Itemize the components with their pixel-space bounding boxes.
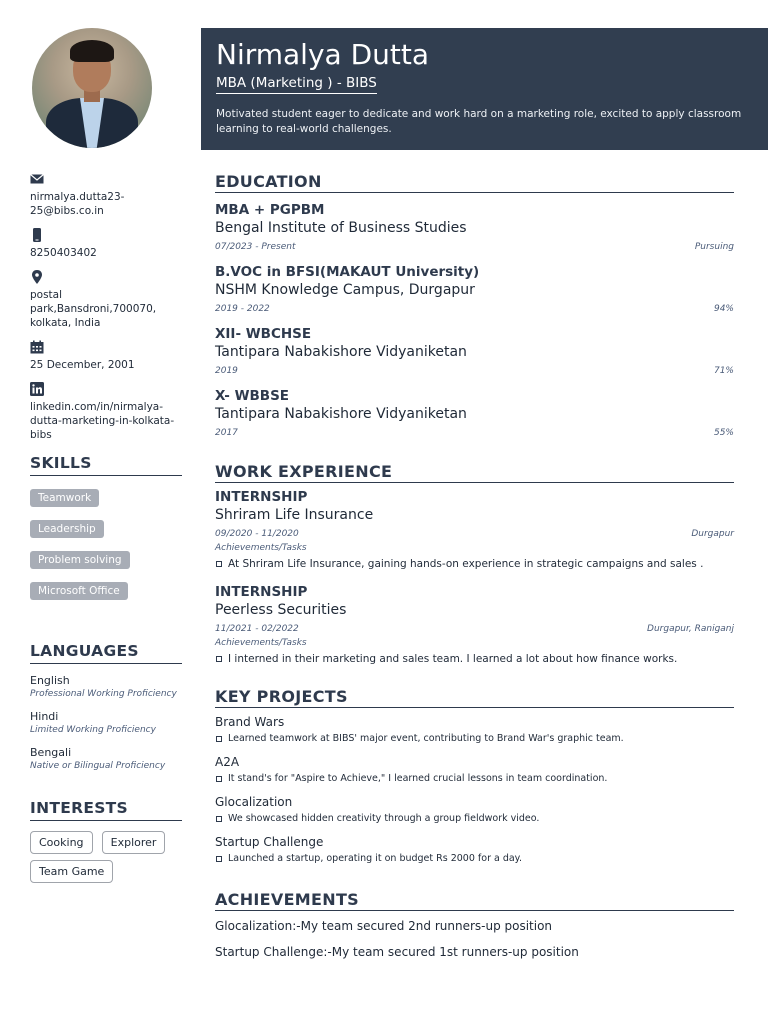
interest-tag: Explorer <box>102 831 166 854</box>
project-item <box>215 754 734 786</box>
work-company: Shriram Life Insurance <box>215 507 374 523</box>
institution: Tantipara Nabakishore Vidyaniketan <box>215 344 467 360</box>
achievements-title: ACHIEVEMENTS <box>215 890 734 911</box>
work-role: INTERNSHIP <box>215 584 308 600</box>
linkedin-icon <box>30 382 44 396</box>
projects-title: KEY PROJECTS <box>215 687 734 708</box>
task-text: I interned in their marketing and sales team. I learned a lot about how finance works. <box>228 653 678 665</box>
institution: Bengal Institute of Business Studies <box>215 220 467 236</box>
work-item <box>215 584 734 666</box>
linkedin-text: linkedin.com/in/nirmalya-dutta-marketing-in-kolkata-bibs <box>30 401 175 441</box>
result: Pursuing <box>694 242 734 252</box>
project-item <box>215 794 734 826</box>
work-section <box>215 462 734 666</box>
work-item <box>215 489 734 571</box>
envelope-icon <box>30 172 44 186</box>
institution: NSHM Knowledge Campus, Durgapur <box>215 282 475 298</box>
language-name: Hindi <box>30 710 59 723</box>
contact-linkedin <box>30 382 182 442</box>
education-title: EDUCATION <box>215 172 734 193</box>
work-location: Durgapur <box>691 529 734 539</box>
degree: X- WBBSE <box>215 388 290 404</box>
tasks-label: Achievements/Tasks <box>215 543 307 553</box>
header-banner <box>201 28 768 150</box>
interests-list <box>30 831 190 889</box>
project-item <box>215 834 734 866</box>
language-name: Bengali <box>30 746 72 759</box>
bullet-square-icon <box>216 776 222 782</box>
languages-list <box>30 674 182 773</box>
full-name: Nirmalya Dutta <box>216 38 430 71</box>
education-list <box>215 202 734 440</box>
work-location: Durgapur, Raniganj <box>647 624 734 634</box>
project-desc: We showcased hidden creativity through a group fieldwork video. <box>228 813 540 824</box>
projects-section <box>215 687 734 866</box>
skill-tag: Microsoft Office <box>30 582 128 600</box>
work-period: 11/2021 - 02/2022 <box>215 624 299 634</box>
project-name: A2A <box>215 755 240 769</box>
work-list <box>215 489 734 666</box>
result: 71% <box>713 366 734 376</box>
address-text: postal park,Bansdroni,700070, kolkata, India <box>30 289 157 329</box>
skills-list <box>30 486 182 610</box>
project-desc: It stand's for "Aspire to Achieve," I learned crucial lessons in team coordination. <box>228 773 608 784</box>
bullet-square-icon <box>216 656 222 662</box>
interest-tag: Team Game <box>30 860 113 883</box>
result: 55% <box>713 428 734 438</box>
work-company: Peerless Securities <box>215 602 347 618</box>
interests-section <box>30 799 182 889</box>
project-desc: Learned teamwork at BIBS' major event, contributing to Brand War's graphic team. <box>228 733 624 744</box>
skill-tag: Teamwork <box>30 489 99 507</box>
project-item <box>215 714 734 746</box>
contact-dob <box>30 340 182 372</box>
education-item <box>215 264 734 316</box>
right-column <box>215 172 734 970</box>
dob-text: 25 December, 2001 <box>30 359 135 371</box>
project-name: Startup Challenge <box>215 835 324 849</box>
subtitle: MBA (Marketing ) - BIBS <box>216 74 377 94</box>
education-item <box>215 388 734 440</box>
language-level: Native or Bilingual Proficiency <box>30 761 166 771</box>
contact-phone <box>30 228 182 260</box>
skills-section <box>30 454 182 610</box>
period: 2019 <box>215 366 238 376</box>
language-level: Professional Working Proficiency <box>30 689 177 699</box>
language-name: English <box>30 674 70 687</box>
period: 07/2023 - Present <box>215 242 296 252</box>
calendar-icon <box>30 340 44 354</box>
education-item <box>215 202 734 254</box>
degree: XII- WBCHSE <box>215 326 312 342</box>
achievement-item: Glocalization:-My team secured 2nd runners-up position <box>215 919 553 933</box>
language-item <box>30 746 182 773</box>
result: 94% <box>713 304 734 314</box>
achievements-list <box>215 918 734 960</box>
period: 2019 - 2022 <box>215 304 270 314</box>
achievements-section <box>215 890 734 960</box>
projects-list <box>215 714 734 866</box>
location-pin-icon <box>30 270 44 284</box>
language-item <box>30 710 182 737</box>
task-bullet <box>215 652 734 666</box>
task-text: At Shriram Life Insurance, gaining hands-on experience in strategic campaigns and sales . <box>228 558 704 570</box>
achievement-item: Startup Challenge:-My team secured 1st runners-up position <box>215 945 579 959</box>
project-name: Glocalization <box>215 795 293 809</box>
project-name: Brand Wars <box>215 715 285 729</box>
work-title: WORK EXPERIENCE <box>215 462 734 483</box>
institution: Tantipara Nabakishore Vidyaniketan <box>215 406 467 422</box>
task-bullet <box>215 557 734 571</box>
bullet-square-icon <box>216 856 222 862</box>
contact-address <box>30 270 182 330</box>
work-period: 09/2020 - 11/2020 <box>215 529 299 539</box>
left-column <box>30 28 182 889</box>
bullet-square-icon <box>216 816 222 822</box>
language-item <box>30 674 182 701</box>
skill-tag: Problem solving <box>30 551 130 569</box>
skill-tag: Leadership <box>30 520 104 538</box>
languages-title: LANGUAGES <box>30 642 182 664</box>
phone-text: 8250403402 <box>30 247 97 259</box>
education-section <box>215 172 734 440</box>
contact-email <box>30 172 182 218</box>
skills-title: SKILLS <box>30 454 182 476</box>
languages-section <box>30 642 182 773</box>
summary: Motivated student eager to dedicate and work hard on a marketing role, excited to apply classroom learning to real-world challenges. <box>216 108 742 135</box>
tasks-label: Achievements/Tasks <box>215 638 307 648</box>
project-desc: Launched a startup, operating it on budget Rs 2000 for a day. <box>228 853 522 864</box>
interest-tag: Cooking <box>30 831 93 854</box>
period: 2017 <box>215 428 238 438</box>
phone-icon <box>30 228 44 242</box>
profile-photo <box>32 28 152 148</box>
email-text: nirmalya.dutta23-25@bibs.co.in <box>30 191 125 217</box>
degree: B.VOC in BFSI(MAKAUT University) <box>215 264 480 280</box>
language-level: Limited Working Proficiency <box>30 725 156 735</box>
bullet-square-icon <box>216 561 222 567</box>
degree: MBA + PGPBM <box>215 202 325 218</box>
interests-title: INTERESTS <box>30 799 182 821</box>
education-item <box>215 326 734 378</box>
contact-info <box>30 172 182 442</box>
bullet-square-icon <box>216 736 222 742</box>
work-role: INTERNSHIP <box>215 489 308 505</box>
